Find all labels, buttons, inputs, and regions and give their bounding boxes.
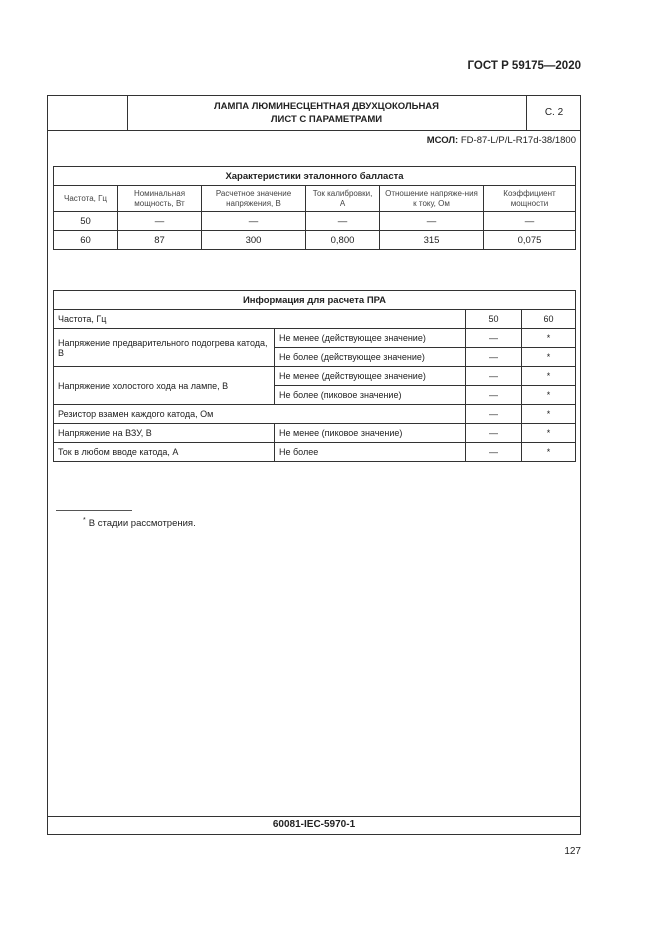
- sheet-title: [127, 96, 527, 130]
- header-empty-cell: [48, 96, 128, 130]
- pra-condition: Не более (пиковое значение): [275, 386, 466, 405]
- pra-value-50: —: [466, 367, 522, 386]
- pra-param: Напряжение холостого хода на лампе, В: [54, 367, 275, 405]
- ballast-col-current: Ток калибровки, А: [306, 186, 380, 212]
- pra-value-60: *: [522, 329, 576, 348]
- table-cell: —: [118, 212, 202, 231]
- table-row: [54, 424, 576, 443]
- footnote: [83, 517, 196, 529]
- table-cell: —: [306, 212, 380, 231]
- pra-value-50: —: [466, 424, 522, 443]
- sheet-frame: [47, 95, 581, 835]
- ballast-col-frequency: Частота, Гц: [54, 186, 118, 212]
- document-code: ГОСТ Р 59175—2020: [467, 60, 581, 72]
- pra-value-50: —: [466, 329, 522, 348]
- table-cell: —: [202, 212, 306, 231]
- ballast-col-power: Номинальная мощность, Вт: [118, 186, 202, 212]
- sheet-title-line2: ЛИСТ С ПАРАМЕТРАМИ: [270, 114, 383, 125]
- pra-frequency-50: 50: [466, 310, 522, 329]
- table-cell: 300: [202, 231, 306, 250]
- footnote-text: В стадии рассмотрения.: [88, 518, 196, 529]
- sheet-title-line1: ЛАМПА ЛЮМИНЕСЦЕНТНАЯ ДВУХЦОКОЛЬНАЯ: [214, 101, 439, 112]
- table-row: [54, 329, 576, 348]
- pra-param: Резистор взамен каждого катода, Ом: [54, 405, 466, 424]
- pra-table-title: Информация для расчета ПРА: [54, 291, 576, 310]
- pra-condition: Не менее (действующее значение): [275, 329, 466, 348]
- footnote-mark: *: [83, 517, 86, 524]
- sheet-header: [48, 96, 580, 131]
- ballast-col-power-factor: Коэффициент мощности: [484, 186, 576, 212]
- sheet-page-label: С. 2: [544, 107, 564, 118]
- pra-table: [53, 290, 576, 462]
- pra-param: Напряжение предварительного подогрева катода, В: [54, 329, 275, 367]
- table-cell: 50: [54, 212, 118, 231]
- table-cell: —: [380, 212, 484, 231]
- pra-param: Напряжение на ВЗУ, В: [54, 424, 275, 443]
- table-cell: 315: [380, 231, 484, 250]
- table-cell: 87: [118, 231, 202, 250]
- pra-value-60: *: [522, 386, 576, 405]
- pra-condition: Не более: [275, 443, 466, 462]
- table-cell: —: [484, 212, 576, 231]
- pra-value-60: *: [522, 405, 576, 424]
- pra-value-60: *: [522, 443, 576, 462]
- pra-value-50: —: [466, 405, 522, 424]
- table-row: [54, 310, 576, 329]
- mcol-value: FD-87-L/P/L-R17d-38/1800: [460, 135, 576, 146]
- page-number: 127: [564, 846, 581, 857]
- pra-value-60: *: [522, 424, 576, 443]
- pra-value-60: *: [522, 367, 576, 386]
- ballast-col-voltage: Расчетное значение напряжения, В: [202, 186, 306, 212]
- ballast-table: [53, 166, 576, 250]
- mcol-designation: [427, 135, 576, 146]
- footer-rule: [48, 816, 580, 817]
- pra-value-50: —: [466, 348, 522, 367]
- table-row: [54, 443, 576, 462]
- table-row: [54, 367, 576, 386]
- table-cell: 0,075: [484, 231, 576, 250]
- mcol-label: МСОЛ:: [426, 135, 459, 146]
- pra-value-50: —: [466, 386, 522, 405]
- footnote-rule: [56, 510, 132, 511]
- pra-value-60: *: [522, 348, 576, 367]
- pra-param: Ток в любом вводе катода, А: [54, 443, 275, 462]
- pra-condition: Не менее (пиковое значение): [275, 424, 466, 443]
- ballast-col-ratio: Отношение напряже-ния к току, Ом: [380, 186, 484, 212]
- pra-value-50: —: [466, 443, 522, 462]
- ballast-table-title: Характеристики эталонного балласта: [54, 167, 576, 186]
- table-row: [54, 212, 576, 231]
- sheet-footer-code: 60081-IEC-5970-1: [272, 819, 356, 830]
- pra-frequency-60: 60: [522, 310, 576, 329]
- table-cell: 0,800: [306, 231, 380, 250]
- pra-condition: Не менее (действующее значение): [275, 367, 466, 386]
- pra-condition: Не более (действующее значение): [275, 348, 466, 367]
- pra-frequency-label: Частота, Гц: [54, 310, 466, 329]
- table-cell: 60: [54, 231, 118, 250]
- table-row: [54, 231, 576, 250]
- table-row: [54, 405, 576, 424]
